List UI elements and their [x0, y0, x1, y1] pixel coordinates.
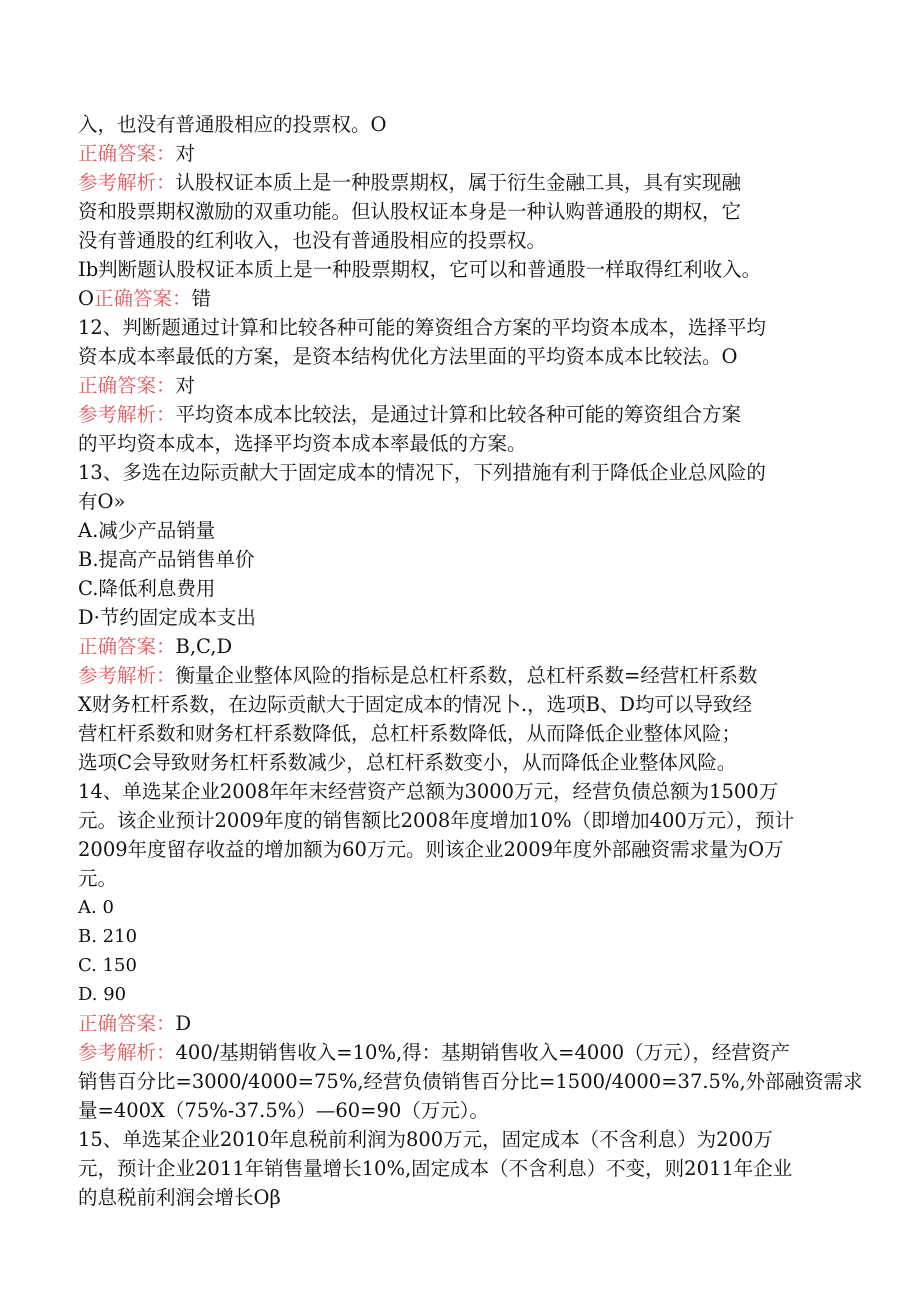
- text-line: 有O»: [78, 490, 126, 513]
- text-line: X财务杠杆系数，在边际贡献大于固定成本的情况卜.，选项B、D均可以导致经: [78, 693, 753, 716]
- text-line: 元，预计企业2011年销售量增长10%,固定成本（不含利息）不变，则2011年企业: [78, 1157, 793, 1180]
- text-line: 15、单选某企业2010年息税前利润为800万元，固定成本（不含利息）为200万: [78, 1128, 773, 1151]
- answer-option: B. 210: [78, 926, 138, 947]
- text-line: A.减少产品销量: [78, 519, 216, 542]
- answer-label: 正确答案：: [78, 374, 176, 397]
- answer-line: [78, 632, 848, 661]
- text-line: 2009年度留存收益的增加额为60万元。则该企业2009年度外部融资需求量为O万: [78, 838, 784, 861]
- text-line: 14、单选某企业2008年年末经营资产总额为3000万元，经营负债总额为1500万: [78, 780, 779, 803]
- answer-text: 认股权证本质上是一种股票期权，属于衍生金融工具，具有实现融: [175, 171, 742, 194]
- answer-text: 错: [191, 287, 212, 310]
- text-line: 13、多选在边际贡献大于固定成本的情况下，下列措施有利于降低企业总风险的: [78, 461, 766, 484]
- answer-label: 参考解析：: [78, 664, 176, 687]
- text-line: 元。该企业预计2009年度的销售额比2008年度增加10%（即增加400万元），预计: [78, 809, 795, 832]
- answer-option: A. 0: [78, 897, 114, 918]
- answer-text: 衡量企业整体风险的指标是总杠杆系数，总杠杆系数=经营杠杆系数: [175, 664, 758, 687]
- text-line: 资和股票期权激励的双重功能。但认股权证本身是一种认购普通股的期权，它: [78, 200, 742, 223]
- answer-label: 参考解析：: [78, 171, 176, 194]
- text-line: 销售百分比=3000/4000=75%,经营负债销售百分比=1500/4000=37.5%,外部融资需求: [78, 1070, 863, 1093]
- answer-line: [78, 139, 848, 168]
- answer-label: 正确答案：: [78, 635, 176, 658]
- answer-label: 参考解析：: [78, 403, 176, 426]
- answer-line: [78, 371, 848, 400]
- text-line: 的息税前利润会增长Oβ: [78, 1186, 281, 1209]
- text-line: 元。: [78, 867, 118, 890]
- answer-text: D: [175, 1012, 192, 1035]
- text-line: C.降低利息费用: [78, 577, 216, 600]
- answer-line: [78, 284, 848, 313]
- answer-text: 对: [175, 374, 196, 397]
- text-line: 12、判断题通过计算和比较各种可能的筹资组合方案的平均资本成本，选择平均: [78, 316, 766, 339]
- document-body: [78, 110, 863, 1212]
- answer-text: B,C,D: [175, 635, 233, 658]
- answer-label: 正确答案：: [78, 1012, 176, 1035]
- answer-label: 参考解析：: [78, 1041, 176, 1064]
- answer-text: 平均资本成本比较法，是通过计算和比较各种可能的筹资组合方案: [175, 403, 742, 426]
- answer-line: [78, 661, 848, 690]
- answer-line: [78, 400, 848, 429]
- text-line: 量=400X（75%-37.5%）—60=90（万元）。: [78, 1099, 490, 1122]
- answer-text: 400/基期销售收入=10%,得：基期销售收入=4000（万元），经营资产: [175, 1041, 790, 1064]
- answer-label: 正确答案：: [78, 142, 176, 165]
- answer-line: [78, 168, 848, 197]
- text-line: D·节约固定成本支出: [78, 606, 256, 629]
- text-line: 的平均资本成本，选择平均资本成本率最低的方案。: [78, 432, 527, 455]
- text-line: 入，也没有普通股相应的投票权。O: [78, 113, 387, 136]
- text-line: Ib判断题认股权证本质上是一种股票期权，它可以和普通股一样取得红利收入。: [78, 258, 762, 281]
- text-line: 没有普通股的红利收入，也没有普通股相应的投票权。: [78, 229, 547, 252]
- answer-label: 正确答案：: [94, 287, 192, 310]
- answer-option: C. 150: [78, 955, 137, 976]
- answer-text: 对: [175, 142, 196, 165]
- text-line: 营杠杆系数和财务杠杆系数降低，总杠杆系数降低，从而降低企业整体风险；: [78, 722, 742, 745]
- answer-line: [78, 1009, 848, 1038]
- text-line: B.提高产品销售单价: [78, 548, 255, 571]
- text-line: 选项C会导致财务杠杆系数减少，总杠杆系数变小，从而降低企业整体风险。: [78, 751, 737, 774]
- text-line: 资本成本率最低的方案，是资本结构优化方法里面的平均资本成本比较法。O: [78, 345, 738, 368]
- answer-line: [78, 1038, 848, 1067]
- answer-option: D. 90: [78, 984, 127, 1005]
- line-prefix: O: [78, 287, 94, 310]
